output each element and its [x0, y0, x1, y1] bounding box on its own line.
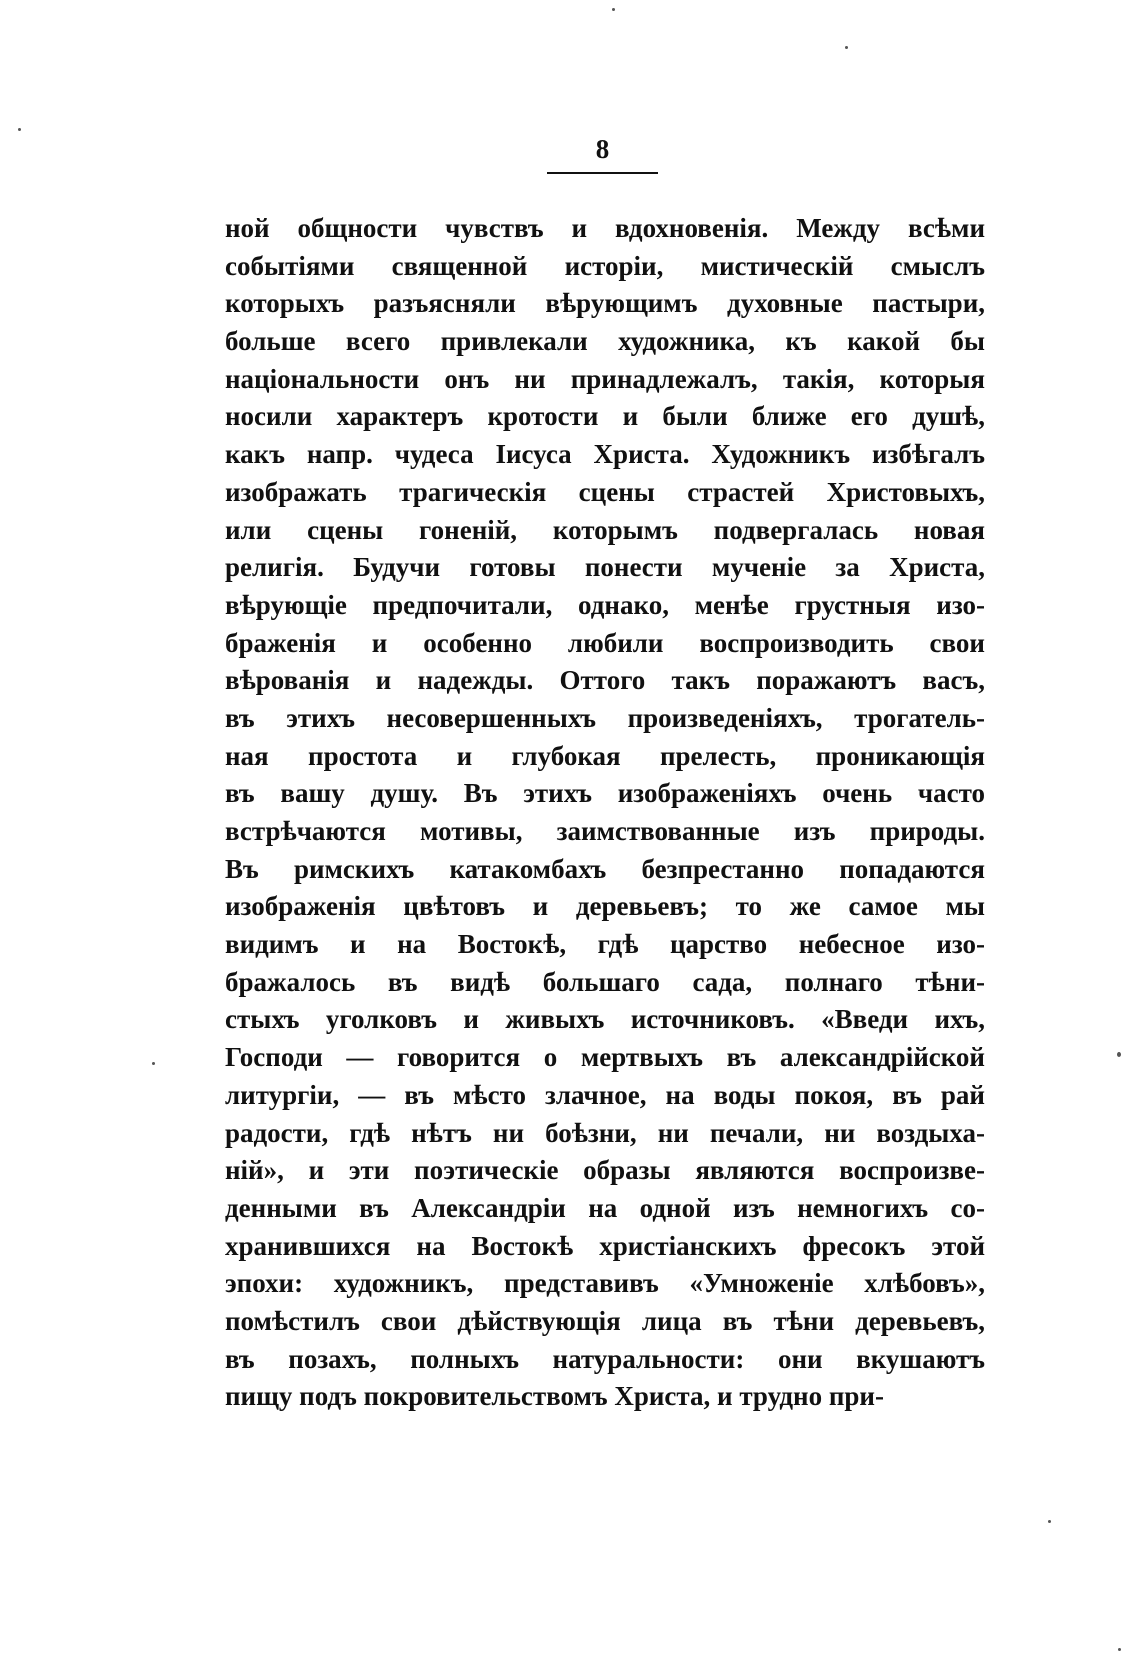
scan-speck — [845, 46, 848, 49]
scan-speck — [1048, 1520, 1051, 1523]
text-line: въ позахъ, полныхъ натуральности: они вкушаютъ — [225, 1343, 985, 1374]
text-line: какъ напр. чудеса Іисуса Христа. Художникъ избѣгалъ — [225, 439, 985, 470]
text-line: бражалось въ видѣ большаго сада, полнаго тѣни- — [225, 966, 985, 997]
text-line: ной общности чувствъ и вдохновенія. Между всѣми — [225, 213, 985, 243]
text-line: видимъ и на Востокѣ, гдѣ царство небесное изо- — [225, 929, 985, 960]
body-text — [225, 210, 985, 1416]
text-line: ній», и эти поэтическіе образы являются воспроизве- — [225, 1155, 985, 1186]
text-line: религія. Будучи готовы понести мученіе за Христа, — [225, 552, 985, 583]
text-line: носили характеръ кротости и были ближе его душѣ, — [225, 401, 985, 432]
text-line: изображать трагическія сцены страстей Христовыхъ, — [225, 476, 985, 507]
scan-speck — [152, 1062, 155, 1065]
text-line: вѣрованія и надежды. Оттого такъ поражаютъ васъ, — [225, 665, 985, 696]
text-line: Въ римскихъ катакомбахъ безпрестанно попадаются — [225, 853, 985, 884]
text-line: въ вашу душу. Въ этихъ изображеніяхъ очень часто — [225, 778, 985, 809]
text-line: помѣстилъ свои дѣйствующія лица въ тѣни деревьевъ, — [225, 1305, 985, 1336]
text-line: или сцены гоненій, которымъ подвергалась новая — [225, 514, 985, 545]
page-number: 8 — [595, 134, 610, 164]
text-line: въ этихъ несовершенныхъ произведеніяхъ, трогатель- — [225, 702, 985, 733]
scan-speck — [1118, 1648, 1121, 1651]
text-line: ная простота и глубокая прелесть, проникающія — [225, 740, 985, 771]
text-line: вѣрующіе предпочитали, однако, менѣе грустныя изо- — [225, 589, 985, 620]
page-number-rule — [547, 172, 658, 174]
text-line: встрѣчаются мотивы, заимствованные изъ природы. — [225, 816, 985, 846]
text-line: браженія и особенно любили воспроизводить свои — [225, 627, 985, 658]
text-line: стыхъ уголковъ и живыхъ источниковъ. «Введи ихъ, — [225, 1004, 985, 1035]
text-line: хранившихся на Востокѣ христіанскихъ фресокъ этой — [225, 1230, 985, 1261]
text-line: денными въ Александріи на одной изъ немногихъ со- — [225, 1192, 985, 1223]
text-line: пищу подъ покровительствомъ Христа, и трудно при- — [225, 1381, 884, 1412]
text-line: литургіи, — въ мѣсто злачное, на воды покоя, въ рай — [225, 1079, 985, 1110]
text-line: Господи — говорится о мертвыхъ въ александрійской — [225, 1042, 985, 1073]
text-line: которыхъ разъясняли вѣрующимъ духовные пастыри, — [225, 288, 985, 319]
scan-speck — [1117, 1052, 1121, 1057]
text-line: радости, гдѣ нѣтъ ни боѣзни, ни печали, ни воздыха- — [225, 1117, 985, 1148]
text-line: событіями священной исторіи, мистическій смыслъ — [225, 250, 985, 281]
text-line: больше всего привлекали художника, къ какой бы — [225, 326, 985, 357]
text-line: національности онъ ни принадлежалъ, такія, которыя — [225, 363, 985, 394]
scan-speck — [18, 128, 21, 131]
scan-speck — [612, 8, 615, 11]
text-line: эпохи: художникъ, представивъ «Умноженіе хлѣбовъ», — [225, 1268, 985, 1299]
text-line: изображенія цвѣтовъ и деревьевъ; то же самое мы — [225, 891, 985, 922]
